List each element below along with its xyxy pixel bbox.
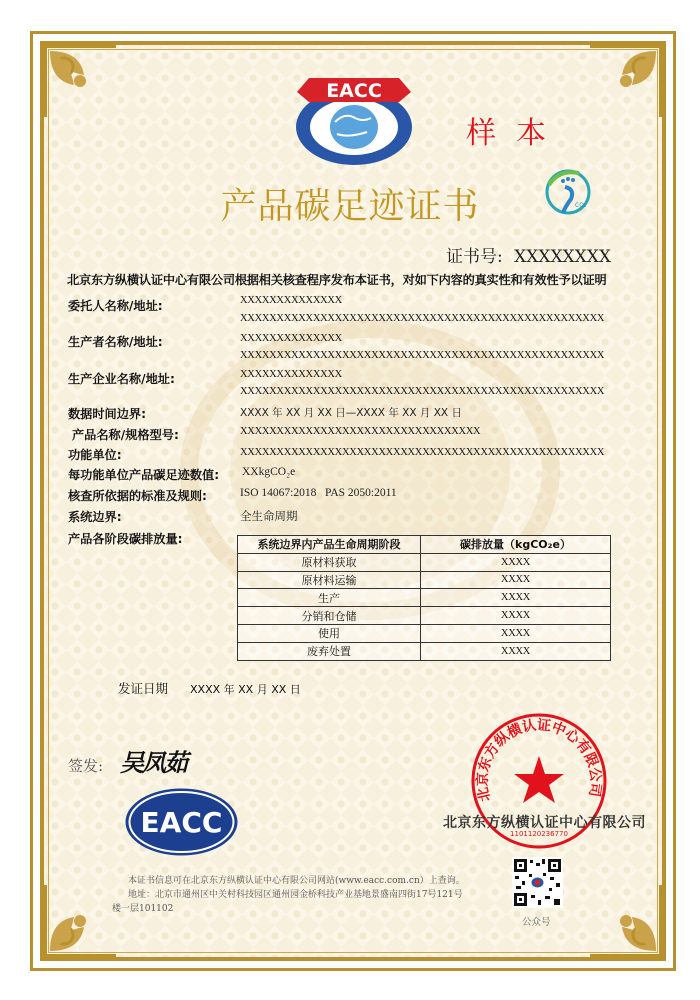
eacc-oval-logo-icon: [124, 787, 239, 857]
svg-text:EACC: EACC: [326, 80, 382, 102]
table-header-emission: 碳排放量（kgCO₂e）: [421, 536, 611, 554]
client-label: 委托人名称/地址:: [68, 299, 163, 313]
data-period-label: 数据时间边界:: [68, 407, 146, 421]
client-address: XXXXXXXXXXXXXXXXXXXXXXXXXXXXXXXXXXXXXXXXXXXXXXXXXX: [240, 313, 605, 324]
eacc-globe-logo-icon: [293, 72, 415, 168]
corner-ornament-icon: [40, 881, 120, 961]
emission-cell: XXXX: [421, 607, 611, 625]
svg-text:EACC: EACC: [140, 806, 223, 839]
producer-name: XXXXXXXXXXXXXX: [240, 333, 342, 344]
certification-statement: 北京东方纵横认证中心有限公司根据相关核查程序发布本证书，对如下内容的真实性和有效性予以证明: [67, 273, 607, 287]
qr-code-icon[interactable]: [512, 857, 563, 908]
stage-cell: 使用: [238, 624, 421, 642]
system-boundary-label: 系统边界:: [68, 510, 122, 524]
table-row: [238, 607, 611, 625]
stage-cell: 废弃处置: [238, 642, 421, 660]
product-label: 产品名称/规格型号:: [72, 428, 179, 442]
table-header-stage: 系统边界内产品生命周期阶段: [238, 536, 421, 554]
emission-cell: XXXX: [421, 589, 611, 607]
footer-address-cont: 楼一层101102: [112, 904, 174, 914]
sample-watermark: 样本: [466, 116, 566, 151]
qr-code-label: 公众号: [522, 917, 551, 928]
stage-cell: 分销和仓储: [238, 607, 421, 625]
footer-website-note: 本证书信息可在北京东方纵横认证中心有限公司网站(www.eacc.com.cn）上查询。: [128, 876, 465, 886]
svg-text:1101120236770: 1101120236770: [510, 830, 568, 838]
emission-cell: XXXX: [421, 642, 611, 660]
svg-text:北京东方纵横认证中心有限公司: 北京东方纵横认证中心有限公司: [474, 717, 604, 803]
table-header-row: [238, 536, 611, 554]
footprint-value-label: 每功能单位产品碳足迹数值:: [68, 468, 220, 482]
emission-cell: XXXX: [421, 571, 611, 589]
producer-address: XXXXXXXXXXXXXXXXXXXXXXXXXXXXXXXXXXXXXXXXXXXXXXXXXX: [240, 350, 605, 361]
corner-ornament-icon: [586, 881, 666, 961]
footer-address: 地址：北京市通州区中关村科技园区通州园金桥科技产业基地景盛南四街17号121号: [128, 890, 463, 900]
table-row: [238, 553, 611, 571]
signature: 吴凤茹: [120, 748, 186, 777]
standards-value: ISO 14067:2018 PAS 2050:2011: [240, 487, 397, 499]
stage-cell: 原材料获取: [238, 553, 421, 571]
table-row: [238, 624, 611, 642]
stage-cell: 生产: [238, 589, 421, 607]
system-boundary-value: 全生命周期: [240, 509, 298, 523]
certificate-number-value: XXXXXXXX: [514, 247, 611, 267]
issue-date-label: 发证日期: [118, 681, 169, 696]
client-name: XXXXXXXXXXXXXX: [240, 295, 342, 306]
standards-label: 核查所依据的标准及规则:: [68, 489, 207, 503]
functional-unit-value: XXXXXXXXXXXXXXXXXXXXXXXXXXXXXXXXXXXXXXXXXXXXXXXXXX: [240, 447, 605, 458]
issue-date: [118, 679, 323, 697]
table-row: [238, 571, 611, 589]
corner-ornament-icon: [40, 41, 120, 121]
producer-label: 生产者名称/地址:: [68, 335, 163, 349]
functional-unit-label: 功能单位:: [68, 448, 122, 462]
data-period-value: XXXX 年 XX 月 XX 日—XXXX 年 XX 月 XX 日: [240, 407, 462, 419]
certificate-title: 产品碳足迹证书: [220, 186, 480, 227]
stage-cell: 原材料运输: [238, 571, 421, 589]
manufacturer-name: XXXXXXXXXXXXXX: [240, 369, 342, 380]
emissions-table: [237, 535, 611, 661]
certificate-number-label: 证书号:: [446, 247, 503, 267]
carbon-footprint-icon: [545, 167, 591, 217]
manufacturer-label: 生产企业名称/地址:: [68, 372, 175, 386]
stage-emissions-label: 产品各阶段碳排放量:: [68, 532, 183, 546]
emission-cell: XXXX: [421, 553, 611, 571]
issuer-company-name: 北京东方纵横认证中心有限公司: [443, 815, 646, 831]
footprint-value: XXkgCO₂e: [242, 466, 296, 478]
issue-date-value: XXXX 年 XX 月 XX 日: [190, 683, 301, 696]
certificate-number: [446, 242, 611, 267]
table-row: [238, 589, 611, 607]
product-value: XXXXXXXXXXXXXXXXXXXXXXXXXXXXXXXXX: [240, 426, 481, 437]
table-row: [238, 642, 611, 660]
manufacturer-address: XXXXXXXXXXXXXXXXXXXXXXXXXXXXXXXXXXXXXXXXXXXXXXXXXX: [240, 386, 605, 397]
signer-label: 签发:: [68, 757, 104, 775]
corner-ornament-icon: [586, 41, 666, 121]
svg-text:CO₂: CO₂: [575, 202, 587, 209]
emission-cell: XXXX: [421, 624, 611, 642]
